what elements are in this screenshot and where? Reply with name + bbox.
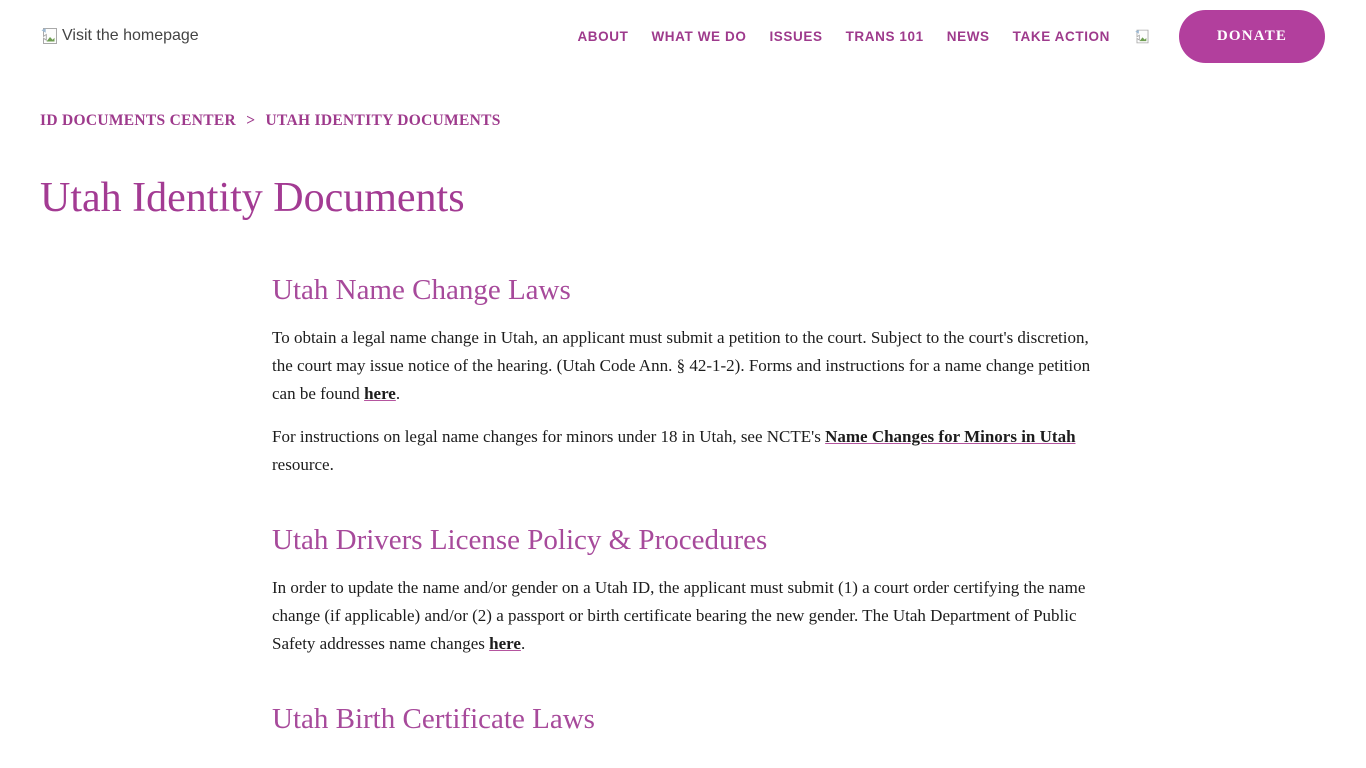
header-right bbox=[577, 10, 1325, 63]
paragraph: For instructions on legal name changes for minors under 18 in Utah, see NCTE's Name Changes for Minors in Utah resource. bbox=[272, 427, 1076, 474]
nav-link-news[interactable]: NEWS bbox=[946, 28, 990, 44]
nav-link-what-we-do[interactable]: WHAT WE DO bbox=[651, 28, 747, 44]
content-section bbox=[272, 524, 1092, 658]
nav-link-trans-101[interactable]: TRANS 101 bbox=[845, 28, 924, 44]
breadcrumb-link-id-documents-center[interactable]: ID DOCUMENTS CENTER bbox=[40, 112, 237, 129]
section-heading: Utah Birth Certificate Laws bbox=[272, 703, 595, 735]
logo-broken-image-icon bbox=[40, 26, 60, 46]
site-header bbox=[0, 0, 1366, 72]
inline-link[interactable]: here bbox=[364, 384, 396, 403]
nav-links bbox=[577, 29, 1110, 44]
breadcrumb bbox=[40, 112, 1326, 130]
section-heading: Utah Name Change Laws bbox=[272, 274, 571, 306]
search-broken-image-icon[interactable] bbox=[1134, 28, 1151, 45]
content bbox=[272, 274, 1092, 735]
content-section bbox=[272, 274, 1092, 479]
nav-link-about[interactable]: ABOUT bbox=[577, 28, 629, 44]
breadcrumb-separator: > bbox=[246, 112, 256, 129]
logo-alt-text: Visit the homepage bbox=[62, 27, 199, 44]
inline-link[interactable]: here bbox=[489, 634, 521, 653]
donate-button[interactable]: DONATE bbox=[1179, 10, 1325, 63]
page-title: Utah Identity Documents bbox=[40, 175, 465, 221]
content-section bbox=[272, 703, 1092, 735]
paragraph: In order to update the name and/or gender on a Utah ID, the applicant must submit (1) a court order certifying the name change (if applicable) and/or (2) a passport or birth certificate bearing the new gender. The Utah Department of Public Safety addresses name changes here. bbox=[272, 578, 1086, 653]
section-heading: Utah Drivers License Policy & Procedures bbox=[272, 524, 768, 556]
homepage-logo-link[interactable] bbox=[40, 26, 199, 46]
breadcrumb-current-page: UTAH IDENTITY DOCUMENTS bbox=[265, 112, 501, 129]
inline-link[interactable]: Name Changes for Minors in Utah bbox=[825, 427, 1076, 446]
nav-link-take-action[interactable]: TAKE ACTION bbox=[1012, 28, 1110, 44]
nav-link-issues[interactable]: ISSUES bbox=[769, 28, 823, 44]
sections bbox=[272, 274, 1092, 735]
paragraph: To obtain a legal name change in Utah, an applicant must submit a petition to the court. Subject to the court's discretion, the court may issue notice of the hearing. (Utah Code Ann. § 42-1-2). Forms and instructions for a name change petition can be found here. bbox=[272, 328, 1091, 403]
